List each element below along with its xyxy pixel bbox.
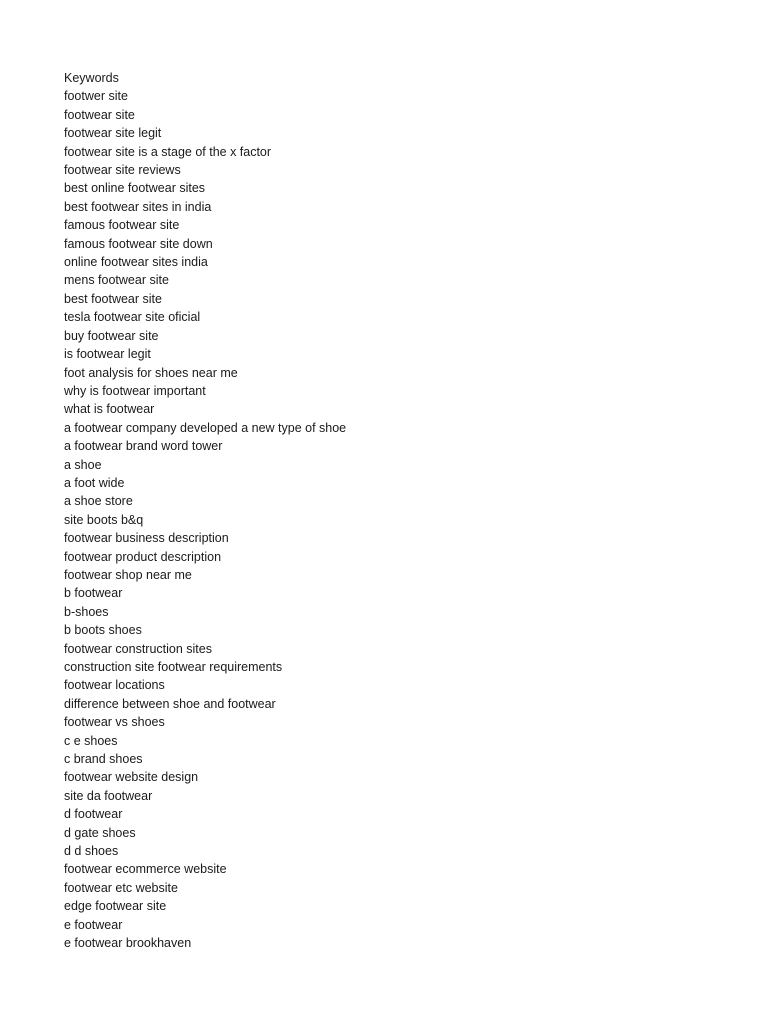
- keyword-item: mens footwear site: [64, 273, 169, 288]
- keyword-item: difference between shoe and footwear: [64, 696, 276, 711]
- keywords-heading: Keywords: [64, 71, 119, 85]
- keyword-item: d d shoes: [64, 844, 119, 859]
- keyword-item: buy footwear site: [64, 328, 159, 343]
- keyword-item: e footwear brookhaven: [64, 936, 192, 951]
- keyword-item: footwear shop near me: [64, 567, 192, 582]
- keyword-item: footwear website design: [64, 770, 199, 785]
- keyword-item: footwer site: [64, 89, 128, 104]
- keyword-item: footwear business description: [64, 531, 229, 546]
- keyword-item: footwear site is a stage of the x factor: [64, 144, 272, 159]
- keyword-item: best online footwear sites: [64, 181, 206, 196]
- keyword-item: site da footwear: [64, 788, 153, 803]
- keyword-item: a footwear company developed a new type of shoe: [64, 420, 347, 435]
- keyword-item: famous footwear site down: [64, 236, 213, 251]
- keyword-item: a shoe: [64, 457, 102, 472]
- keyword-item: a footwear brand word tower: [64, 439, 223, 454]
- keyword-item: construction site footwear requirements: [64, 660, 283, 674]
- keyword-item: footwear construction sites: [64, 641, 212, 656]
- keyword-item: best footwear site: [64, 291, 162, 306]
- keyword-item: is footwear legit: [64, 347, 151, 362]
- keyword-item: c e shoes: [64, 733, 118, 748]
- keyword-item: what is footwear: [64, 402, 155, 417]
- keyword-item: d footwear: [64, 807, 123, 822]
- keyword-item: footwear vs shoes: [64, 715, 165, 730]
- keyword-item: famous footwear site: [64, 218, 180, 233]
- keyword-item: footwear site: [64, 107, 135, 122]
- keyword-item: edge footwear site: [64, 899, 167, 914]
- keyword-item: footwear site reviews: [64, 163, 181, 178]
- keyword-item: tesla footwear site oficial: [64, 310, 201, 325]
- keyword-item: b boots shoes: [64, 623, 142, 638]
- keyword-item: a shoe store: [64, 494, 133, 509]
- keyword-item: footwear ecommerce website: [64, 862, 227, 877]
- keyword-item: footwear etc website: [64, 880, 178, 895]
- keyword-item: foot analysis for shoes near me: [64, 365, 238, 380]
- keyword-item: footwear locations: [64, 678, 165, 693]
- keyword-item: why is footwear important: [64, 383, 206, 398]
- keyword-item: c brand shoes: [64, 752, 143, 767]
- keyword-list: [64, 69, 346, 953]
- keyword-item: a foot wide: [64, 475, 125, 490]
- keyword-item: b footwear: [64, 586, 123, 601]
- keyword-item: site boots b&q: [64, 512, 144, 527]
- keyword-item: d gate shoes: [64, 825, 136, 840]
- keyword-item: e footwear: [64, 917, 123, 932]
- keyword-item: footwear site legit: [64, 126, 162, 141]
- keyword-item: footwear product description: [64, 549, 222, 564]
- keyword-item: b-shoes: [64, 604, 109, 619]
- keyword-item: online footwear sites india: [64, 255, 208, 270]
- keyword-item: best footwear sites in india: [64, 199, 212, 214]
